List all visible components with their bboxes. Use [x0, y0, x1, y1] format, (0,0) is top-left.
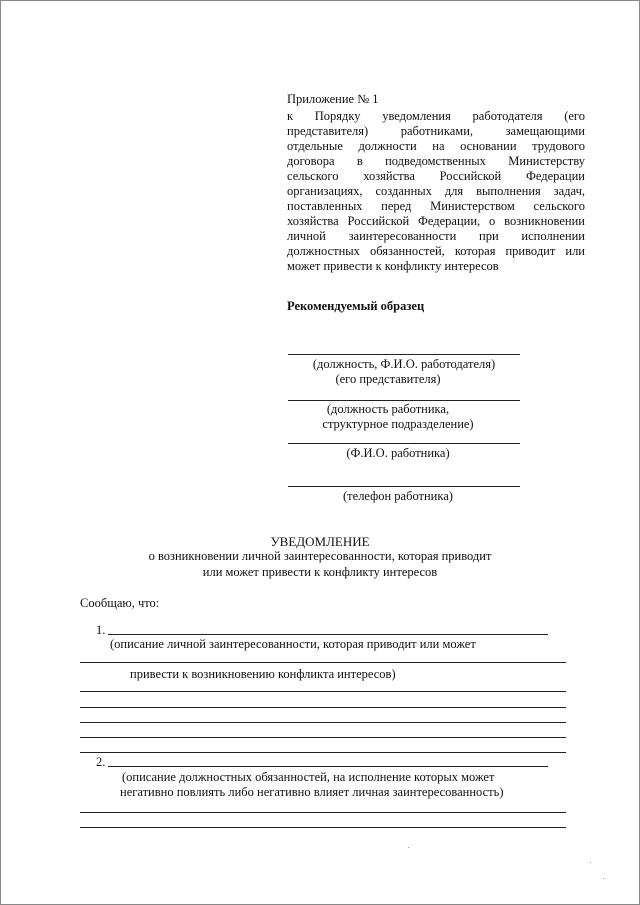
appendix-line: может привести к конфликту интересов: [287, 259, 499, 273]
item1-line: [80, 737, 566, 738]
scan-speck: [590, 862, 591, 863]
notice-subtitle-2: или может привести к конфликту интересов: [202, 565, 438, 579]
appendix-body: [287, 109, 585, 274]
scan-speck: [603, 878, 604, 879]
appendix-line: должностных обязанностей, которая приводит или: [287, 244, 585, 258]
employee-name-line: [288, 443, 520, 444]
employee-position-caption-2: структурное подразделение): [322, 417, 474, 431]
employer-caption-2: (его представителя): [335, 372, 441, 386]
appendix-line: организациях, созданных для выполнения задач,: [287, 184, 585, 198]
item1-number: 1.: [96, 623, 106, 637]
appendix-line: отдельные должности на основании трудового: [287, 139, 585, 153]
scan-speck: [408, 847, 409, 848]
item1-hint-2: привести к возникновению конфликта интересов): [130, 667, 396, 681]
appendix-title: Приложение № 1: [287, 92, 379, 106]
item1-line: [80, 752, 566, 753]
item2-number: 2.: [96, 755, 106, 769]
item1-line: [80, 722, 566, 723]
sample-label: Рекомендуемый образец: [287, 299, 425, 313]
item1-line: [80, 662, 566, 663]
notice-subtitle-1: о возникновении личной заинтересованности, которая приводит: [148, 549, 492, 563]
appendix-line: сельского хозяйства Российской Федерации: [287, 169, 585, 183]
appendix-line: договора в подведомственных Министерству: [287, 154, 585, 168]
appendix-line: поставленных перед Министерством сельского: [287, 199, 585, 213]
employee-phone-caption: (телефон работника): [343, 489, 453, 503]
item2-hint-2: негативно повлиять либо негативно влияет личная заинтересованность): [120, 785, 504, 799]
notice-title: УВЕДОМЛЕНИЕ: [270, 534, 370, 549]
appendix-line: хозяйства Российской Федерации, о возникновении: [287, 214, 585, 228]
employee-phone-line: [288, 486, 520, 487]
item1-hint-1: (описание личной заинтересованности, которая приводит или может: [110, 637, 476, 651]
item2-line: [80, 827, 566, 828]
employee-name-caption: (Ф.И.О. работника): [346, 446, 450, 460]
report-intro: Сообщаю, что:: [80, 596, 160, 610]
item2-line: [108, 766, 548, 767]
employee-position-line: [288, 400, 520, 401]
item1-line: [80, 691, 566, 692]
item1-line: [108, 634, 548, 635]
appendix-line: представителя) работниками, замещающими: [287, 124, 585, 138]
employer-caption-1: (должность, Ф.И.О. работодателя): [312, 357, 496, 371]
employee-position-caption-1: (должность работника,: [326, 402, 450, 416]
appendix-line: личной заинтересованности при исполнении: [287, 229, 585, 243]
item2-line: [80, 812, 566, 813]
item1-line: [80, 707, 566, 708]
item2-hint-1: (описание должностных обязанностей, на исполнение которых может: [122, 770, 495, 784]
appendix-line: к Порядку уведомления работодателя (его: [287, 109, 585, 123]
employer-line: [288, 354, 520, 355]
